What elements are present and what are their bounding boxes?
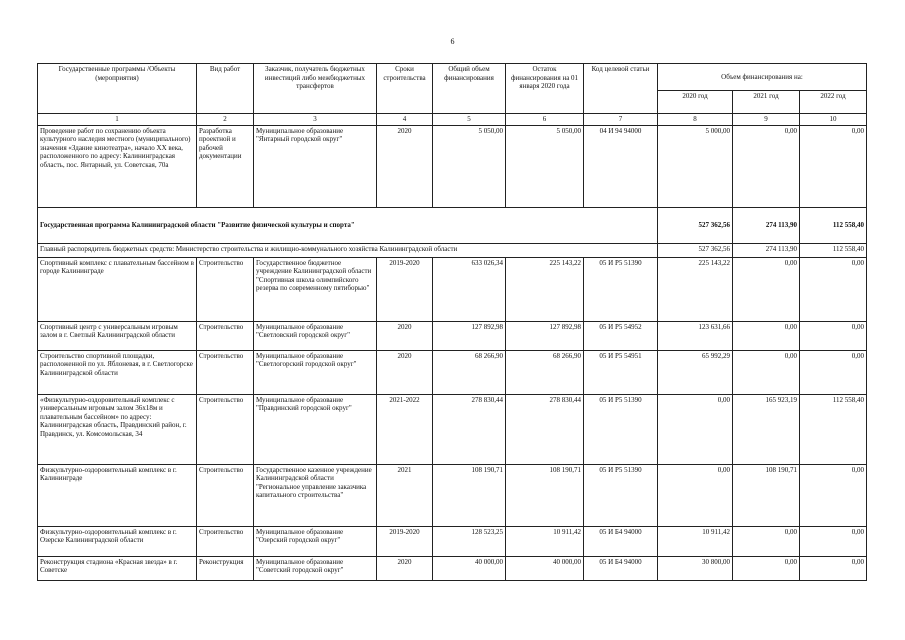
amount-2021: 0,00 <box>733 526 800 556</box>
column-number: 2 <box>197 114 254 126</box>
total-financing: 128 523,25 <box>433 526 506 556</box>
column-number: 5 <box>433 114 506 126</box>
remainder-financing: 225 143,22 <box>506 257 584 321</box>
amount-2021: 108 190,71 <box>733 464 800 526</box>
table-row <box>38 526 867 556</box>
total-financing: 108 190,71 <box>433 464 506 526</box>
object-name: Реконструкция стадиона «Красная звезда» в г. Советске <box>38 556 197 580</box>
customer: Муниципальное образование "Янтарный городской округ" <box>254 125 377 207</box>
construction-terms: 2019-2020 <box>377 526 433 556</box>
remainder-financing: 127 892,98 <box>506 321 584 350</box>
work-type: Реконструкция <box>197 556 254 580</box>
customer: Муниципальное образование "Озерский городской округ" <box>254 526 377 556</box>
construction-terms: 2019-2020 <box>377 257 433 321</box>
column-number: 6 <box>506 114 584 126</box>
amount-2022: 0,00 <box>800 125 867 207</box>
amount-2021: 0,00 <box>733 125 800 207</box>
amount-2020: 0,00 <box>658 394 733 464</box>
column-number: 10 <box>800 114 867 126</box>
customer: Муниципальное образование "Правдинский городской округ" <box>254 394 377 464</box>
column-number: 1 <box>38 114 197 126</box>
column-number-row <box>38 114 867 126</box>
manager-amount-2021: 274 113,90 <box>733 243 800 257</box>
customer: Муниципальное образование "Светлогорский городской округ" <box>254 350 377 394</box>
remainder-financing: 40 000,00 <box>506 556 584 580</box>
object-name: Проведение работ по сохранению объекта культурного наследия местного (муниципального) значения «Здание кинотеатра», начало XX века, расположенного по адресу: Калининградская область, пос. Янтарный, ул. Советская, 70а <box>38 125 197 207</box>
amount-2020: 5 000,00 <box>658 125 733 207</box>
amount-2020: 30 800,00 <box>658 556 733 580</box>
amount-2022: 0,00 <box>800 464 867 526</box>
construction-terms: 2020 <box>377 350 433 394</box>
table-row <box>38 257 867 321</box>
remainder-financing: 108 190,71 <box>506 464 584 526</box>
work-type: Строительство <box>197 526 254 556</box>
work-type: Строительство <box>197 394 254 464</box>
header-year-2021: 2021 год <box>733 91 800 114</box>
total-financing: 278 830,44 <box>433 394 506 464</box>
amount-2022: 0,00 <box>800 257 867 321</box>
amount-2021: 165 923,19 <box>733 394 800 464</box>
amount-2020: 123 631,66 <box>658 321 733 350</box>
remainder-financing: 68 266,90 <box>506 350 584 394</box>
customer: Государственное бюджетное учреждение Калининградской области "Спортивная школа олимпийского резерва по современному пятиборью" <box>254 257 377 321</box>
header-code: Код целевой статьи <box>584 64 658 114</box>
table-row <box>38 464 867 526</box>
program-amount-2021: 274 113,90 <box>733 207 800 243</box>
amount-2021: 0,00 <box>733 321 800 350</box>
amount-2021: 0,00 <box>733 257 800 321</box>
amount-2021: 0,00 <box>733 556 800 580</box>
customer: Государственное казенное учреждение Калининградской области "Региональное управление заказчика капитального строительства" <box>254 464 377 526</box>
object-name: Физкультурно-оздоровительный комплекс в г. Калининграде <box>38 464 197 526</box>
total-financing: 68 266,90 <box>433 350 506 394</box>
table-row <box>38 321 867 350</box>
header-programs: Государственные программы /Объекты (мероприятия) <box>38 64 197 114</box>
work-type: Строительство <box>197 350 254 394</box>
total-financing: 127 892,98 <box>433 321 506 350</box>
target-code: 05 И Б4 94000 <box>584 556 658 580</box>
object-name: Спортивный комплекс с плавательным бассейном в городе Калининграде <box>38 257 197 321</box>
total-financing: 40 000,00 <box>433 556 506 580</box>
amount-2022: 112 558,40 <box>800 394 867 464</box>
amount-2021: 0,00 <box>733 350 800 394</box>
header-year-2022: 2022 год <box>800 91 867 114</box>
amount-2020: 0,00 <box>658 464 733 526</box>
page-number: 6 <box>450 37 455 46</box>
program-title: Государственная программа Калининградской области "Развитие физической культуры и спорта" <box>38 207 658 243</box>
amount-2020: 65 992,29 <box>658 350 733 394</box>
work-type: Строительство <box>197 257 254 321</box>
construction-terms: 2020 <box>377 321 433 350</box>
target-code: 05 И Р5 54951 <box>584 350 658 394</box>
target-code: 05 И Р5 51390 <box>584 257 658 321</box>
total-financing: 633 026,34 <box>433 257 506 321</box>
construction-terms: 2020 <box>377 125 433 207</box>
construction-terms: 2021 <box>377 464 433 526</box>
amount-2022: 0,00 <box>800 556 867 580</box>
header-customer: Заказчик, получатель бюджетных инвестиций либо межбюджетных трансфертов <box>254 64 377 114</box>
object-name: Строительство спортивной площадки, расположенной по ул. Яблоневая, в г. Светлогорске Калининградской области <box>38 350 197 394</box>
manager-amount-2020: 527 362,56 <box>658 243 733 257</box>
header-volume: Объем финансирования на: <box>658 64 867 91</box>
column-number: 7 <box>584 114 658 126</box>
column-number: 9 <box>733 114 800 126</box>
header-total: Общий объем финансирования <box>433 64 506 114</box>
program-row <box>38 207 867 243</box>
amount-2022: 0,00 <box>800 321 867 350</box>
work-type: Строительство <box>197 464 254 526</box>
amount-2022: 0,00 <box>800 526 867 556</box>
work-type: Строительство <box>197 321 254 350</box>
table-row <box>38 556 867 580</box>
object-name: Физкультурно-оздоровительный комплекс в г. Озерске Калининградской области <box>38 526 197 556</box>
manager-title: Главный распорядитель бюджетных средств: Министерство строительства и жилищно-коммунального хозяйства Калининградской области <box>38 243 658 257</box>
header-remainder: Остаток финансирования на 01 января 2020 года <box>506 64 584 114</box>
object-name: Спортивный центр с универсальным игровым залом в г. Светлый Калининградской области <box>38 321 197 350</box>
program-amount-2020: 527 362,56 <box>658 207 733 243</box>
header-work-type: Вид работ <box>197 64 254 114</box>
program-amount-2022: 112 558,40 <box>800 207 867 243</box>
manager-amount-2022: 112 558,40 <box>800 243 867 257</box>
financing-table <box>37 63 867 581</box>
customer: Муниципальное образование "Советский городской округ" <box>254 556 377 580</box>
construction-terms: 2021-2022 <box>377 394 433 464</box>
column-number: 3 <box>254 114 377 126</box>
construction-terms: 2020 <box>377 556 433 580</box>
column-number: 8 <box>658 114 733 126</box>
customer: Муниципальное образование "Светловский городской округ" <box>254 321 377 350</box>
table-row <box>38 125 867 207</box>
amount-2020: 225 143,22 <box>658 257 733 321</box>
work-type: Разработка проектной и рабочей документации <box>197 125 254 207</box>
table-row <box>38 350 867 394</box>
target-code: 05 И Р5 54952 <box>584 321 658 350</box>
table-row <box>38 394 867 464</box>
target-code: 04 И 94 94000 <box>584 125 658 207</box>
amount-2020: 10 911,42 <box>658 526 733 556</box>
remainder-financing: 10 911,42 <box>506 526 584 556</box>
manager-row <box>38 243 867 257</box>
amount-2022: 0,00 <box>800 350 867 394</box>
header-terms: Сроки строительства <box>377 64 433 114</box>
target-code: 05 И Б4 94000 <box>584 526 658 556</box>
remainder-financing: 278 830,44 <box>506 394 584 464</box>
column-number: 4 <box>377 114 433 126</box>
object-name: «Физкультурно-оздоровительный комплекс с универсальным игровым залом 36х18м и плавательным бассейном» по адресу: Калининградская область, Правдинский район, г. Правдинск, ул. Комсомольская, 34 <box>38 394 197 464</box>
target-code: 05 И Р5 51390 <box>584 464 658 526</box>
total-financing: 5 050,00 <box>433 125 506 207</box>
remainder-financing: 5 050,00 <box>506 125 584 207</box>
target-code: 05 И Р5 51390 <box>584 394 658 464</box>
header-year-2020: 2020 год <box>658 91 733 114</box>
